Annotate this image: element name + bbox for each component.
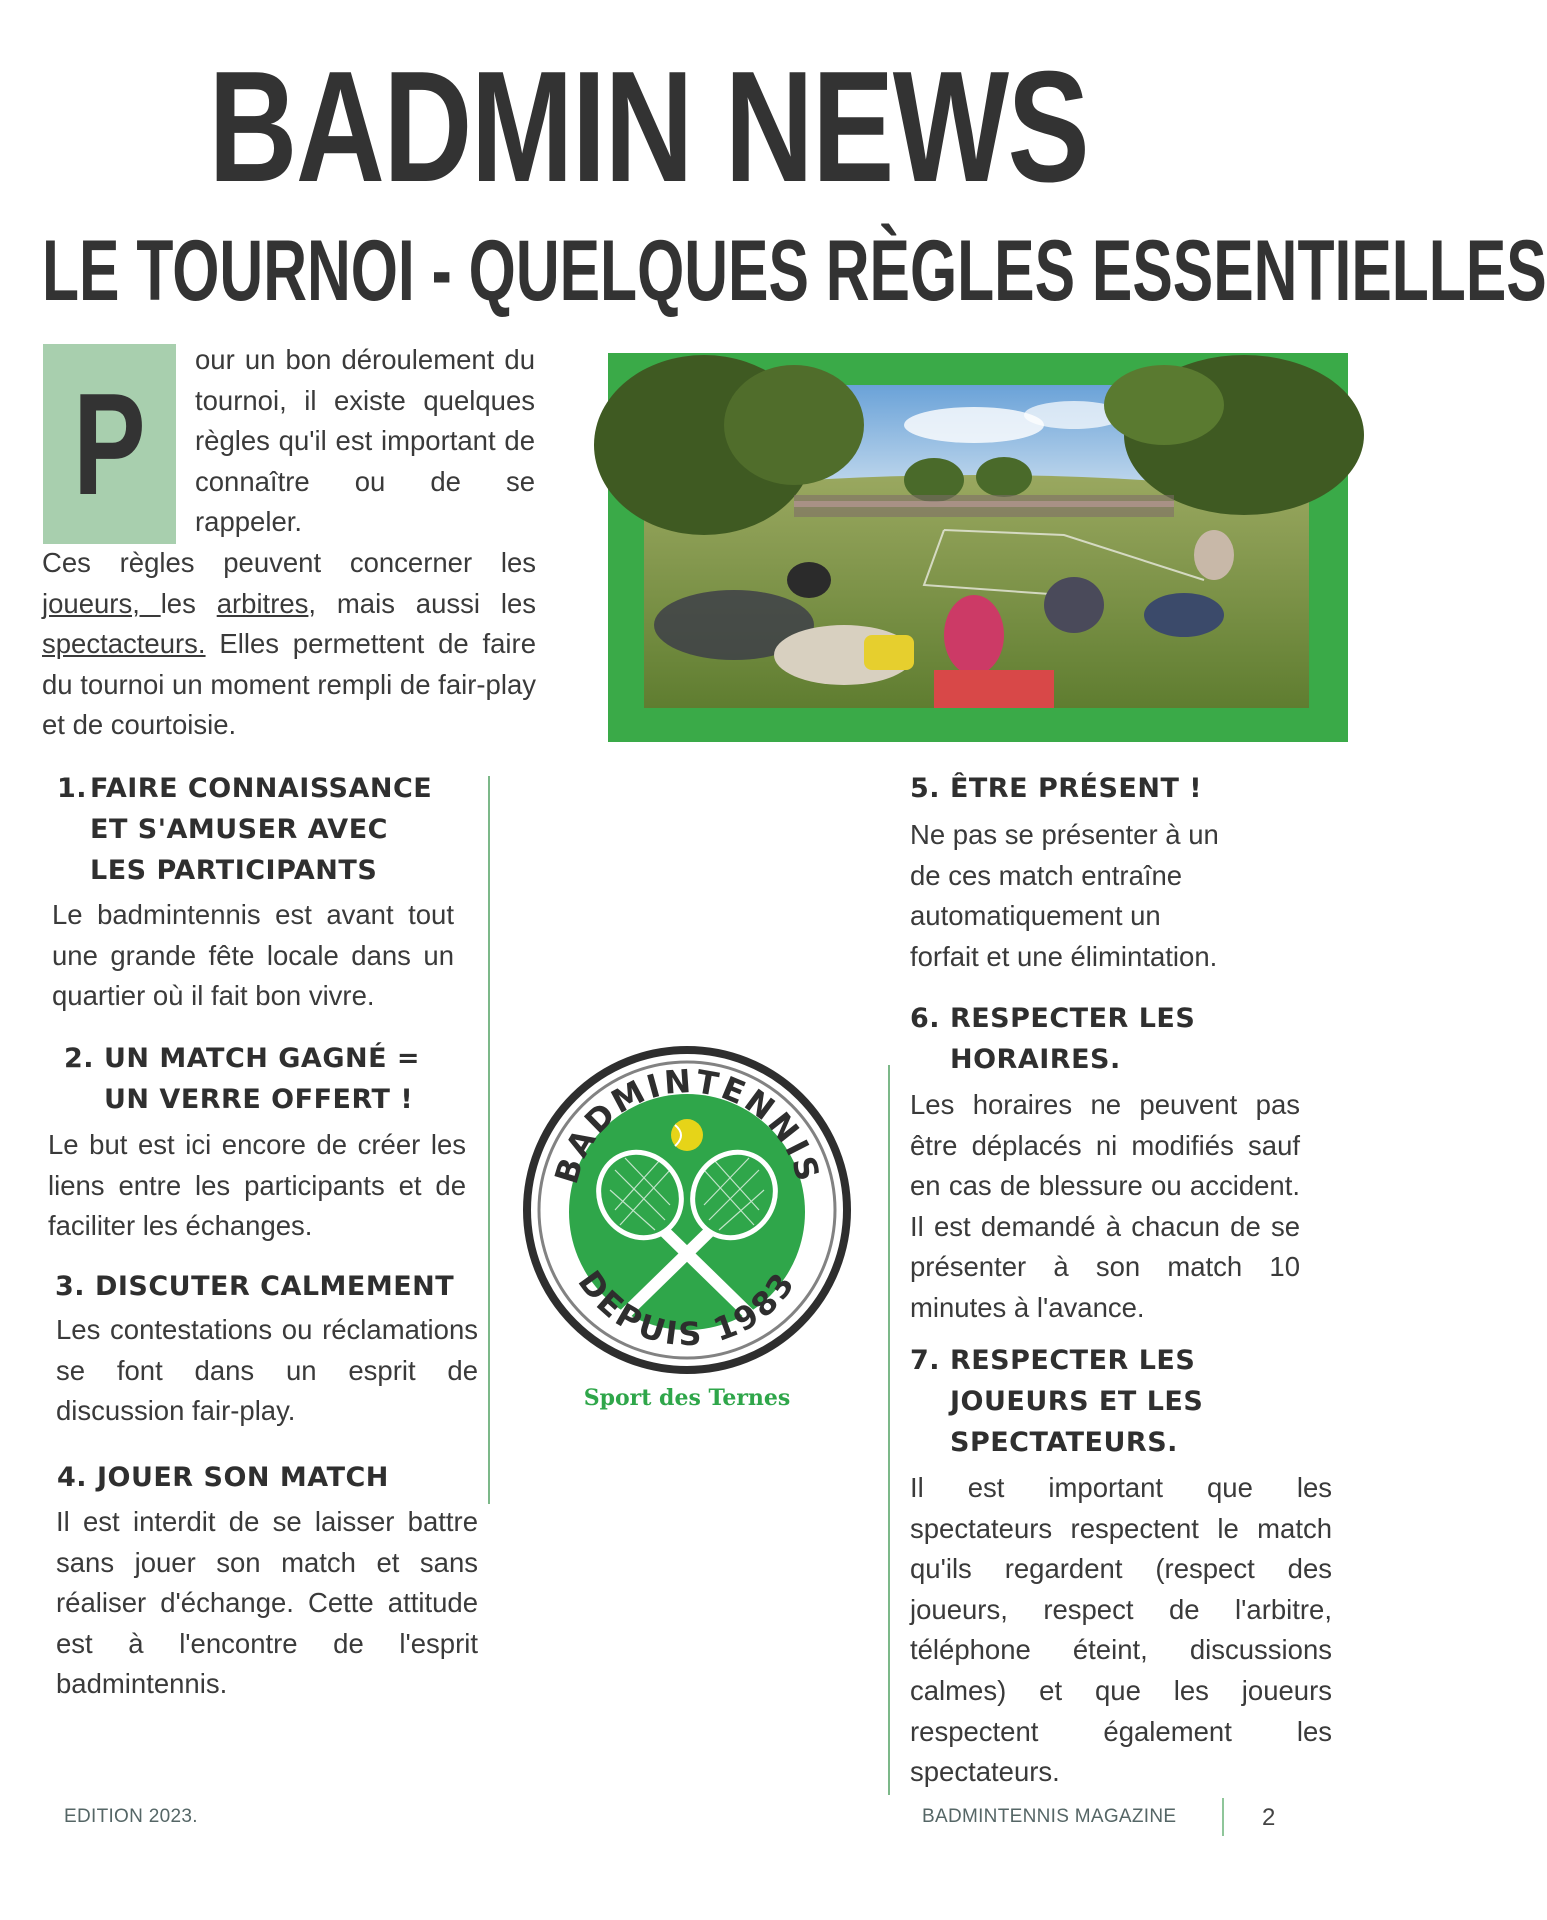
logo-caption: Sport des Ternes: [583, 1385, 791, 1410]
link-arbitres: arbitres: [216, 587, 309, 619]
rule-1-body: Le badmintennis est avant tout une grande fête locale dans un quartier où il fait bon vivre.: [52, 899, 454, 1012]
tournament-photo: [644, 385, 1309, 708]
column-divider-left: [488, 776, 490, 1504]
rule-1-title: FAIRE CONNAISSANCE ET S'AMUSER AVEC LES PARTICIPANTS: [90, 773, 433, 886]
link-spectateurs: spectacteurs.: [42, 628, 206, 660]
magazine-title: BADMIN NEWS: [208, 39, 1089, 215]
rule-5-body: Ne pas se présenter à un de ces match entraîne automatiquement un forfait et une élimintation.: [910, 819, 1219, 972]
rule-2-title: 2. UN MATCH GAGNÉ = UN VERRE OFFERT !: [64, 1043, 421, 1115]
rule-6-body: Les horaires ne peuvent pas être déplacés ni modifiés sauf en cas de blessure ou accident. Il est demandé à chacun de se présenter à son match 10 minutes à l'avance.: [910, 1089, 1300, 1323]
column-divider-right: [888, 1065, 890, 1795]
rule-6-title: 6. RESPECTER LES HORAIRES.: [910, 1003, 1196, 1075]
page-number: 2: [1262, 1804, 1276, 1831]
article-title: LE TOURNOI - QUELQUES RÈGLES ESSENTIELLES: [42, 223, 1547, 319]
rule-7-body: Il est important que les spectateurs respectent le match qu'ils regardent (respect des joueurs, respect de l'arbitre, téléphone éteint, discussions calmes) et que les joueurs respectent également les spectateurs.: [910, 1472, 1332, 1788]
rule-5-title: 5. ÊTRE PRÉSENT !: [910, 773, 1203, 804]
drop-cap: P: [43, 344, 176, 544]
footer-edition: EDITION 2023.: [64, 1806, 198, 1827]
footer-divider: [1222, 1798, 1224, 1836]
badmintennis-logo: [520, 1040, 855, 1410]
rule-4-title: 4. JOUER SON MATCH: [57, 1462, 389, 1493]
logo-ring-bottom: DEPUIS 1983: [570, 1263, 804, 1354]
footer-magazine: BADMINTENNIS MAGAZINE: [922, 1806, 1177, 1827]
intro-paragraph-1: our un bon déroulement du tournoi, il existe quelques règles qu'il est important de connaître ou de se rappeler.: [195, 344, 535, 538]
link-joueurs: joueurs,: [42, 587, 161, 619]
intro-paragraph-2: Ces règles peuvent concerner les joueurs, les arbitres, mais aussi les spectacteurs. Elles permettent de faire du tournoi un moment rempli de fair-play et de courtoisie.: [42, 547, 536, 741]
rule-2-body: Le but est ici encore de créer les liens entre les participants et de faciliter les échanges.: [48, 1129, 466, 1242]
rule-4-body: Il est interdit de se laisser battre sans jouer son match et sans réaliser d'échange. Cette attitude est à l'encontre de l'esprit badmintennis.: [56, 1506, 478, 1700]
rule-1-number: 1.: [57, 773, 88, 804]
rule-3-body: Les contestations ou réclamations se font dans un esprit de discussion fair-play.: [56, 1314, 478, 1427]
rule-3-title: 3. DISCUTER CALMEMENT: [55, 1271, 455, 1302]
logo-ring-top: BADMINTENNIS: [547, 1061, 828, 1188]
rule-7-title: 7. RESPECTER LES JOUEURS ET LES SPECTATEURS.: [910, 1345, 1204, 1458]
